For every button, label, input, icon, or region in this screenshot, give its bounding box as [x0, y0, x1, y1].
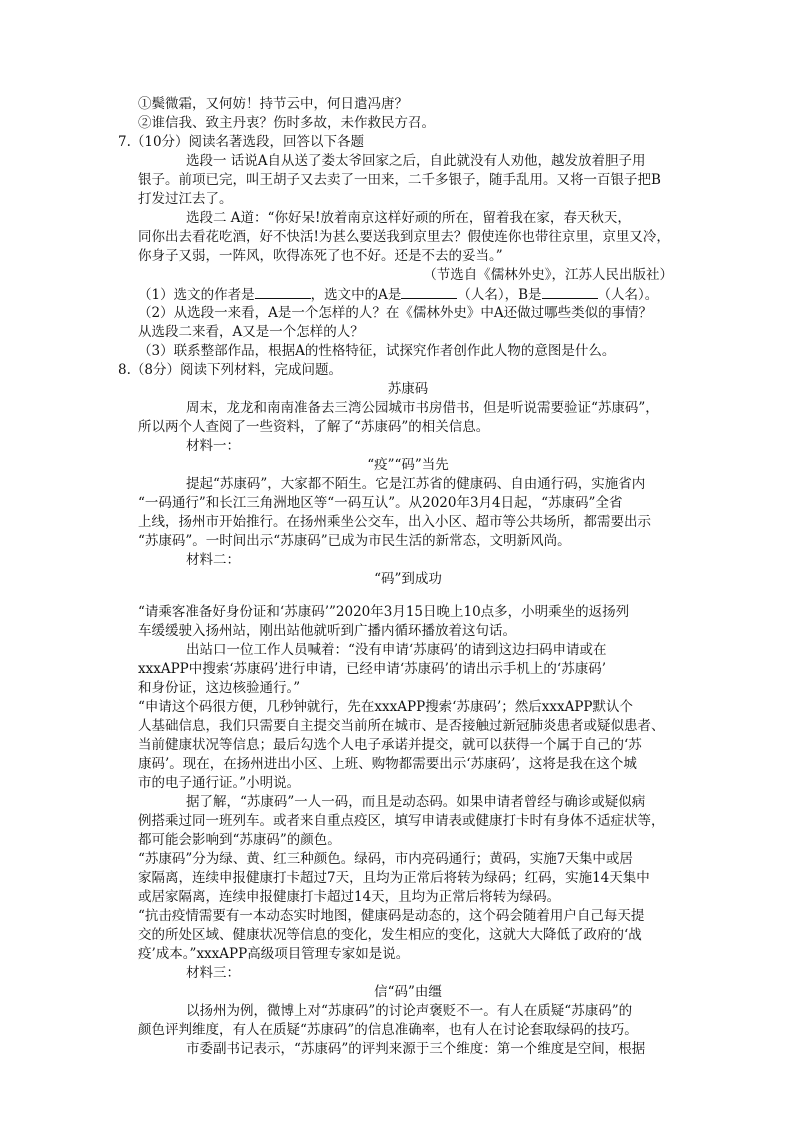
material1-line2: “一码通行”和长江三角洲地区等“一码互认”。从2020年3月4日起，“苏康码”全省	[138, 495, 623, 511]
material1-line1: 提起“苏康码”，大家都不陌生。它是江苏省的健康码、自由通行码，实施省内	[186, 476, 646, 492]
material2-line17: “抗击疫情需要有一本动态实时地图，健康码是动态的，这个码会随着用户自己每天提	[138, 908, 645, 924]
material3-line3: 市委副书记表示，“苏康码”的评判来源于三个维度：第一个维度是空间，根据	[186, 1041, 646, 1057]
material1-label: 材料一：	[186, 438, 240, 454]
material3-line2: 颜色评判维度，有人在质疑“苏康码”的信息准确率，也有人在讨论套取绿码的技巧。	[138, 1022, 638, 1038]
q7-subq1-part3: （人名），B是	[457, 287, 542, 303]
material2-line18: 交的所处区域、健康状况等信息的变化，发生相应的变化，这就大大降低了政府的‘战	[138, 927, 642, 943]
answer-blank-b[interactable]	[542, 284, 598, 299]
material3-line1: 以扬州为例，微博上对“苏康码”的讨论声褒贬不一。有人在质疑“苏康码”的	[186, 1003, 633, 1019]
material2-line8: 当前健康状况等信息；最后勾选个人电子承诺并提交，就可以获得一个属于自己的‘苏	[138, 737, 642, 753]
material2-line16: 或居家隔离，连续申报健康打卡超过14天，且均为正常后将转为绿码。	[138, 889, 561, 905]
q7-excerpt2-line1: 选段二 A道：“你好呆!放着南京这样好顽的所在，留着我在家，春天秋天，	[186, 210, 631, 226]
q7-excerpt1-line2: 银子。前项已完，叫王胡子又去卖了一田来，二千多银子，随手乱用。又将一百银子把B	[138, 172, 661, 188]
q7-subq1	[138, 284, 678, 305]
material2-line12: 例搭乘过同一班列车。或者来自重点疫区，填写申请表或健康打卡时有身体不适症状等，	[138, 813, 665, 829]
material2-line3: 出站口一位工作人员喊着：“没有申请‘苏康码’的请到这边扫码申请或在	[186, 642, 607, 658]
q7-subq2-line2: 从选段二来看，A又是一个怎样的人？	[138, 324, 364, 340]
q6-option-2: ②谁信我、致主丹衷？伤时多故，未作救民方召。	[138, 115, 435, 131]
answer-blank-a[interactable]	[401, 284, 457, 299]
material2-label: 材料二：	[186, 552, 240, 568]
material2-line7: 人基础信息，我们只需要自主提交当前所在城市、是否接触过新冠肺炎患者或疑似患者、	[138, 718, 665, 734]
material2-line19: 疫’成本。”xxxAPP高级项目管理专家如是说。	[138, 946, 410, 962]
q6-option-1: ①鬓微霜，又何妨！持节云中，何日遣冯唐？	[138, 96, 408, 112]
q7-excerpt2-line3: 你身子又弱，一阵风，吹得冻死了也不好。还是不去的妥当。”	[138, 248, 503, 264]
q8-heading: 8.（8分）阅读下列材料，完成问题。	[118, 362, 342, 378]
material2-line10: 市的电子通行证。”小明说。	[138, 775, 301, 791]
material2-line1: “请乘客准备好身份证和‘苏康码’”2020年3月15日晚上10点多，小明乘坐的返扬列	[138, 604, 630, 620]
q8-intro-line1: 周末，龙龙和南南准备去三湾公园城市书房借书，但是听说需要验证“苏康码”，	[186, 400, 659, 416]
material2-line15: 家隔离，连续申报健康打卡超过7天，且均为正常后将转为绿码；红码，实施14天集中	[138, 870, 650, 886]
material2-line11: 据了解，“苏康码”一人一码，而且是动态码。如果申请者曾经与确诊或疑似病	[186, 794, 646, 810]
q8-intro-line2: 所以两个人查阅了一些资料，了解了“苏康码”的相关信息。	[138, 419, 490, 435]
q7-excerpt1-line1: 选段一 话说A自从送了娄太爷回家之后，自此就没有人劝他，越发放着胆子用	[186, 153, 646, 169]
material1-line3: 上线，扬州市开始推行。在扬州乘坐公交车，出入小区、超市等公共场所，都需要出示	[138, 514, 651, 530]
q7-heading: 7.（10分）阅读名著选段，回答以下各题	[118, 134, 365, 150]
material3-title: 信“码”由缰	[374, 984, 442, 1000]
material2-line9: 康码’。现在，在扬州进出小区、上班、购物都需要出示‘苏康码’，这将是我在这个城	[138, 756, 637, 772]
material1-title: “疫”“码”当先	[367, 457, 449, 473]
material2-line14: “苏康码”分为绿、黄、红三种颜色。绿码，市内亮码通行；黄码，实施7天集中或居	[138, 851, 633, 867]
material2-line5: 和身份证，这边核验通行。”	[138, 680, 301, 696]
q7-subq3: （3）联系整部作品，根据A的性格特征，试探究作者创作此人物的意图是什么。	[138, 343, 616, 359]
material3-label: 材料三：	[186, 965, 240, 981]
q7-source: （节选自《儒林外史》，江苏人民出版社）	[423, 267, 673, 283]
q8-title: 苏康码	[387, 381, 429, 397]
q7-subq1-part4: （人名）。	[597, 287, 659, 303]
material2-line13: 都可能会影响到“苏康码”的颜色。	[138, 832, 341, 848]
q7-excerpt1-line3: 打发过江去了。	[138, 191, 233, 207]
q7-subq2-line1: （2）从选段一来看，A是一个怎样的人？在《儒林外史》中A还做过哪些类似的事情？	[138, 305, 653, 321]
material2-line6: “申请这个码很方便，几秒钟就行，先在xxxAPP搜索‘苏康码’；然后xxxAPP默认个	[138, 699, 633, 715]
material2-line2: 车缓缓驶入扬州站，刚出站他就听到广播内循环播放着这句话。	[138, 623, 516, 639]
material1-line4: “苏康码”。一时间出示“苏康码”已成为市民生活的新常态，文明新风尚。	[138, 533, 571, 549]
q7-subq1-part2: ，选文中的A是	[310, 287, 402, 303]
q7-excerpt2-line2: 同你出去看花吃酒，好不快活!为甚么要送我到京里去？假使连你也带往京里，京里又冷，	[138, 229, 670, 245]
material2-title: “码”到成功	[374, 571, 442, 587]
answer-blank-author[interactable]	[255, 284, 311, 299]
material2-line4: xxxAPP中搜索‘苏康码’进行申请，已经申请‘苏康码’的请出示手机上的‘苏康码’	[138, 661, 607, 677]
q7-subq1-part1: （1）选文的作者是	[138, 287, 255, 303]
